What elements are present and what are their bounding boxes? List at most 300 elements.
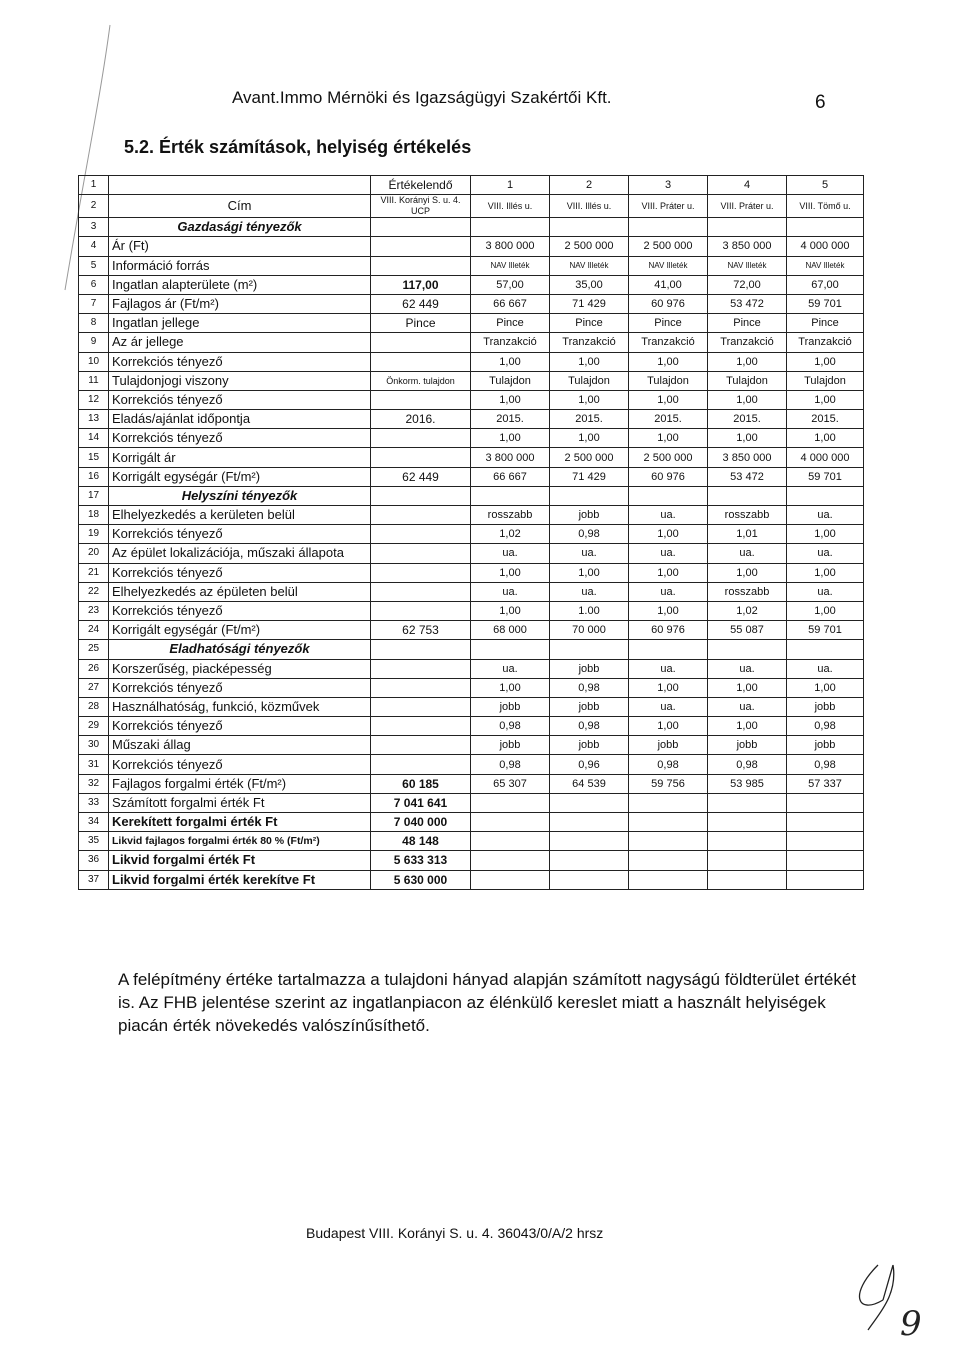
- comparable-value: 1,00: [629, 601, 708, 620]
- row-number: 14: [79, 429, 109, 448]
- subject-value: [371, 544, 471, 563]
- comparable-value: ua.: [629, 659, 708, 678]
- comparable-value: 59 701: [787, 467, 864, 486]
- row-label: Korszerűség, piacképesség: [109, 659, 371, 678]
- comparable-value: Pince: [629, 314, 708, 333]
- subject-value: 60 185: [371, 774, 471, 793]
- comparable-value: VIII. Illés u.: [471, 195, 550, 218]
- row-label: Korrekciós tényező: [109, 563, 371, 582]
- subject-value: [371, 640, 471, 659]
- comparable-value: ua.: [708, 659, 787, 678]
- comparable-value: [471, 486, 550, 505]
- comparable-value: Pince: [787, 314, 864, 333]
- subject-value: 62 753: [371, 621, 471, 640]
- comparable-value: jobb: [471, 697, 550, 716]
- subject-value: Értékelendő: [371, 176, 471, 195]
- table-row: [79, 218, 864, 237]
- comparable-value: 1,00: [629, 525, 708, 544]
- table-row: [79, 544, 864, 563]
- row-number: 37: [79, 870, 109, 889]
- comparable-value: [708, 832, 787, 851]
- comparable-value: [550, 851, 629, 870]
- comparable-value: [787, 813, 864, 832]
- comparable-value: Tranzakció: [471, 333, 550, 352]
- row-number: 36: [79, 851, 109, 870]
- comparable-value: Pince: [550, 314, 629, 333]
- row-number: 9: [79, 333, 109, 352]
- comparable-value: ua.: [787, 506, 864, 525]
- comparable-value: [708, 640, 787, 659]
- comparable-value: 0,96: [550, 755, 629, 774]
- table-row: [79, 275, 864, 294]
- comparable-value: 59 701: [787, 621, 864, 640]
- table-row: [79, 832, 864, 851]
- row-label: Korrekciós tényező: [109, 601, 371, 620]
- comparable-value: [787, 870, 864, 889]
- row-label: Helyszíni tényezők: [109, 486, 371, 505]
- table-row: [79, 601, 864, 620]
- comparable-value: 53 472: [708, 294, 787, 313]
- row-label: Kerekített forgalmi érték Ft: [109, 813, 371, 832]
- table-row: [79, 755, 864, 774]
- row-label: Ingatlan jellege: [109, 314, 371, 333]
- comparable-value: [471, 870, 550, 889]
- row-number: 30: [79, 736, 109, 755]
- comparable-value: 1,00: [550, 429, 629, 448]
- table-row: [79, 640, 864, 659]
- comparable-value: [550, 793, 629, 812]
- comparable-value: 1,00: [471, 429, 550, 448]
- comparable-value: 1,00: [629, 563, 708, 582]
- comparable-value: 1,00: [787, 525, 864, 544]
- row-number: 2: [79, 195, 109, 218]
- comparable-value: [629, 793, 708, 812]
- table-row: [79, 851, 864, 870]
- comparable-value: 1,00: [550, 563, 629, 582]
- comparable-value: 68 000: [471, 621, 550, 640]
- comparable-value: 0,98: [708, 755, 787, 774]
- row-number: 16: [79, 467, 109, 486]
- row-label: Gazdasági tényezők: [109, 218, 371, 237]
- comparable-value: 1,00: [787, 563, 864, 582]
- subject-value: 7 041 641: [371, 793, 471, 812]
- comparable-value: [629, 218, 708, 237]
- comparable-value: 0,98: [471, 717, 550, 736]
- comparable-value: 2 500 000: [629, 237, 708, 256]
- row-number: 29: [79, 717, 109, 736]
- row-label: Információ forrás: [109, 256, 371, 275]
- table-row: [79, 352, 864, 371]
- comparable-value: [787, 640, 864, 659]
- comparable-value: 1,02: [471, 525, 550, 544]
- comparable-value: 2 500 000: [550, 448, 629, 467]
- row-number: 35: [79, 832, 109, 851]
- comparable-value: 64 539: [550, 774, 629, 793]
- comparable-value: 65 307: [471, 774, 550, 793]
- comparable-value: 1,00: [787, 429, 864, 448]
- comparable-value: ua.: [471, 659, 550, 678]
- comparable-value: jobb: [708, 736, 787, 755]
- valuation-table: [78, 175, 864, 890]
- row-number: 4: [79, 237, 109, 256]
- subject-value: [371, 218, 471, 237]
- comparable-value: 1,00: [550, 390, 629, 409]
- table-row: [79, 793, 864, 812]
- comparable-value: Tranzakció: [708, 333, 787, 352]
- comparable-value: rosszabb: [708, 506, 787, 525]
- row-number: 22: [79, 582, 109, 601]
- row-label: Ár (Ft): [109, 237, 371, 256]
- comparable-value: 1,00: [629, 717, 708, 736]
- row-label: Elhelyezkedés a kerületen belül: [109, 506, 371, 525]
- row-label: Korrekciós tényező: [109, 525, 371, 544]
- row-label: Likvid forgalmi érték kerekítve Ft: [109, 870, 371, 889]
- table-row: [79, 314, 864, 333]
- comparable-value: 2 500 000: [629, 448, 708, 467]
- comparable-value: 0,98: [550, 678, 629, 697]
- row-number: 25: [79, 640, 109, 659]
- comparable-value: Pince: [471, 314, 550, 333]
- comparable-value: ua.: [629, 697, 708, 716]
- subject-value: [371, 352, 471, 371]
- comparable-value: VIII. Práter u.: [708, 195, 787, 218]
- comparable-value: [787, 793, 864, 812]
- table-row: [79, 467, 864, 486]
- comparable-value: 4: [708, 176, 787, 195]
- subject-value: 5 630 000: [371, 870, 471, 889]
- comparable-value: 2015.: [550, 410, 629, 429]
- comparable-value: 0,98: [550, 717, 629, 736]
- comparable-value: 1,00: [471, 678, 550, 697]
- row-number: 19: [79, 525, 109, 544]
- subject-value: Pince: [371, 314, 471, 333]
- comparable-value: ua.: [550, 582, 629, 601]
- row-label: Az épület lokalizációja, műszaki állapota: [109, 544, 371, 563]
- comparable-value: [708, 870, 787, 889]
- row-label: Ingatlan alapterülete (m²): [109, 275, 371, 294]
- comparable-value: 3 800 000: [471, 237, 550, 256]
- company-name: Avant.Immo Mérnöki és Igazságügyi Szakértői Kft.: [232, 88, 612, 107]
- table-row: [79, 717, 864, 736]
- row-number: 18: [79, 506, 109, 525]
- comparable-value: 0,98: [550, 525, 629, 544]
- comparable-value: 41,00: [629, 275, 708, 294]
- comparable-value: ua.: [787, 582, 864, 601]
- comparable-value: 2: [550, 176, 629, 195]
- row-label: Korrigált egységár (Ft/m²): [109, 621, 371, 640]
- comparable-value: 1,00: [708, 563, 787, 582]
- row-label: Korrekciós tényező: [109, 678, 371, 697]
- table-row: [79, 525, 864, 544]
- row-label: Műszaki állag: [109, 736, 371, 755]
- subject-value: 62 449: [371, 467, 471, 486]
- comparable-value: 1,00: [629, 390, 708, 409]
- comparable-value: 53 472: [708, 467, 787, 486]
- comparable-value: ua.: [471, 544, 550, 563]
- comparable-value: 70 000: [550, 621, 629, 640]
- comparable-value: 1,00: [471, 601, 550, 620]
- subject-value: [371, 697, 471, 716]
- row-number: 26: [79, 659, 109, 678]
- comparable-value: Tulajdon: [550, 371, 629, 390]
- subject-value: [371, 678, 471, 697]
- comparable-value: NAV Illeték: [550, 256, 629, 275]
- table-row: [79, 736, 864, 755]
- comparable-value: 1,00: [708, 717, 787, 736]
- comparable-value: rosszabb: [708, 582, 787, 601]
- comparable-value: 55 087: [708, 621, 787, 640]
- comparable-value: 1,00: [787, 678, 864, 697]
- comparable-value: [550, 832, 629, 851]
- subject-value: [371, 736, 471, 755]
- row-label: Korrigált egységár (Ft/m²): [109, 467, 371, 486]
- subject-value: [371, 717, 471, 736]
- row-number: 32: [79, 774, 109, 793]
- comparable-value: 60 976: [629, 621, 708, 640]
- comparable-value: 0,98: [787, 717, 864, 736]
- comparable-value: 1,01: [708, 525, 787, 544]
- subject-value: 48 148: [371, 832, 471, 851]
- note-paragraph: A felépítmény értéke tartalmazza a tulajdoni hányad alapján számított nagyságú földterület értékét is. Az FHB jelentése szerint az ingatlanpiacon az élénkülő kereslet miatt a használt helyiségek piacán érték növekedés valószínűsíthető.: [118, 970, 857, 1035]
- comparable-value: [787, 832, 864, 851]
- subject-value: [371, 563, 471, 582]
- comparable-value: [629, 486, 708, 505]
- subject-value: 62 449: [371, 294, 471, 313]
- section-title: 5.2. Érték számítások, helyiség értékelés: [124, 137, 472, 157]
- comparable-value: 67,00: [787, 275, 864, 294]
- comparable-value: 66 667: [471, 294, 550, 313]
- comparable-value: [629, 851, 708, 870]
- comparable-value: [471, 640, 550, 659]
- row-number: 12: [79, 390, 109, 409]
- comparable-value: Pince: [708, 314, 787, 333]
- subject-value: [371, 429, 471, 448]
- comparable-value: Tulajdon: [708, 371, 787, 390]
- row-label: Elhelyezkedés az épületen belül: [109, 582, 371, 601]
- comparable-value: VIII. Illés u.: [550, 195, 629, 218]
- comparable-value: [629, 832, 708, 851]
- subject-value: [371, 659, 471, 678]
- table-row: [79, 294, 864, 313]
- table-row: [79, 256, 864, 275]
- comparable-value: 1,00: [787, 352, 864, 371]
- comparable-value: 71 429: [550, 467, 629, 486]
- subject-value: [371, 333, 471, 352]
- subject-value: 5 633 313: [371, 851, 471, 870]
- table-row: [79, 429, 864, 448]
- table-row: [79, 659, 864, 678]
- row-label: Korrekciós tényező: [109, 352, 371, 371]
- comparable-value: 57,00: [471, 275, 550, 294]
- comparable-value: Tulajdon: [787, 371, 864, 390]
- table-row: [79, 582, 864, 601]
- comparable-value: 59 701: [787, 294, 864, 313]
- comparable-value: ua.: [629, 582, 708, 601]
- table-row: [79, 563, 864, 582]
- comparable-value: 1: [471, 176, 550, 195]
- comparable-value: jobb: [629, 736, 708, 755]
- comparable-value: 66 667: [471, 467, 550, 486]
- footer-address: Budapest VIII. Korányi S. u. 4. 36043/0/A/2 hrsz: [306, 1225, 604, 1241]
- comparable-value: [787, 218, 864, 237]
- comparable-value: [550, 813, 629, 832]
- subject-value: Önkorm. tulajdon: [371, 371, 471, 390]
- subject-value: [371, 525, 471, 544]
- comparable-value: [708, 851, 787, 870]
- comparable-value: jobb: [471, 736, 550, 755]
- comparable-value: 57 337: [787, 774, 864, 793]
- row-label: Számított forgalmi érték Ft: [109, 793, 371, 812]
- row-label: Likvid fajlagos forgalmi érték 80 % (Ft/m²): [109, 832, 371, 851]
- row-number: 5: [79, 256, 109, 275]
- comparable-value: 1,00: [708, 390, 787, 409]
- row-label: Likvid forgalmi érték Ft: [109, 851, 371, 870]
- row-number: 10: [79, 352, 109, 371]
- comparable-value: [708, 793, 787, 812]
- comparable-value: ua.: [550, 544, 629, 563]
- subject-value: 117,00: [371, 275, 471, 294]
- comparable-value: jobb: [550, 736, 629, 755]
- table-row: [79, 486, 864, 505]
- comparable-value: Tranzakció: [629, 333, 708, 352]
- comparable-value: 2 500 000: [550, 237, 629, 256]
- comparable-value: 3 850 000: [708, 237, 787, 256]
- comparable-value: 1,00: [471, 352, 550, 371]
- subject-value: [371, 755, 471, 774]
- table-row: [79, 176, 864, 195]
- subject-value: [371, 601, 471, 620]
- comparable-value: [629, 640, 708, 659]
- comparable-value: 3 850 000: [708, 448, 787, 467]
- comparable-value: 1,00: [471, 390, 550, 409]
- comparable-value: NAV Illeték: [708, 256, 787, 275]
- comparable-value: 1.00: [550, 601, 629, 620]
- subject-value: [371, 582, 471, 601]
- row-number: 17: [79, 486, 109, 505]
- row-label: Korrigált ár: [109, 448, 371, 467]
- comparable-value: jobb: [550, 506, 629, 525]
- row-number: 8: [79, 314, 109, 333]
- table-row: [79, 333, 864, 352]
- subject-value: [371, 448, 471, 467]
- comparable-value: NAV Illeték: [471, 256, 550, 275]
- subject-value: [371, 486, 471, 505]
- row-label: Korrekciós tényező: [109, 717, 371, 736]
- comparable-value: jobb: [550, 659, 629, 678]
- comparable-value: ua.: [708, 697, 787, 716]
- comparable-value: [708, 218, 787, 237]
- comparable-value: 1,00: [787, 390, 864, 409]
- comparable-value: [550, 486, 629, 505]
- comparable-value: [708, 486, 787, 505]
- table-row: [79, 390, 864, 409]
- comparable-value: ua.: [471, 582, 550, 601]
- row-label: Korrekciós tényező: [109, 429, 371, 448]
- comparable-value: 1,00: [629, 352, 708, 371]
- comparable-value: 5: [787, 176, 864, 195]
- comparable-value: 3: [629, 176, 708, 195]
- comparable-value: 60 976: [629, 467, 708, 486]
- subject-value: VIII. Korányi S. u. 4. UCP: [371, 195, 471, 218]
- comparable-value: ua.: [629, 506, 708, 525]
- subject-value: [371, 237, 471, 256]
- page-number: 6: [815, 92, 826, 113]
- comparable-value: Tulajdon: [629, 371, 708, 390]
- row-label: Korrekciós tényező: [109, 390, 371, 409]
- comparable-value: [471, 851, 550, 870]
- row-label: Használhatóság, funkció, közművek: [109, 697, 371, 716]
- comparable-value: 2015.: [787, 410, 864, 429]
- comparable-value: [787, 851, 864, 870]
- comparable-value: 4 000 000: [787, 448, 864, 467]
- table-row: [79, 448, 864, 467]
- comparable-value: 2015.: [708, 410, 787, 429]
- row-number: 31: [79, 755, 109, 774]
- comparable-value: [629, 813, 708, 832]
- comparable-value: 1,02: [708, 601, 787, 620]
- comparable-value: [471, 813, 550, 832]
- comparable-value: ua.: [787, 544, 864, 563]
- signature-mark: [838, 1255, 938, 1345]
- row-label: Fajlagos forgalmi érték (Ft/m²): [109, 774, 371, 793]
- comparable-value: 35,00: [550, 275, 629, 294]
- comparable-value: Tranzakció: [787, 333, 864, 352]
- row-number: 23: [79, 601, 109, 620]
- comparable-value: 2015.: [471, 410, 550, 429]
- row-number: 21: [79, 563, 109, 582]
- comparable-value: 1,00: [629, 429, 708, 448]
- table-row: [79, 870, 864, 889]
- comparable-value: [471, 832, 550, 851]
- comparable-value: NAV Illeték: [629, 256, 708, 275]
- comparable-value: 1,00: [787, 601, 864, 620]
- table-row: [79, 371, 864, 390]
- subject-value: 7 040 000: [371, 813, 471, 832]
- row-label: Fajlagos ár (Ft/m²): [109, 294, 371, 313]
- comparable-value: rosszabb: [471, 506, 550, 525]
- comparable-value: [550, 218, 629, 237]
- row-label: Cím: [109, 195, 371, 218]
- row-number: 1: [79, 176, 109, 195]
- row-label: Korrekciós tényező: [109, 755, 371, 774]
- comparable-value: 72,00: [708, 275, 787, 294]
- comparable-value: jobb: [550, 697, 629, 716]
- comparable-value: 71 429: [550, 294, 629, 313]
- comparable-value: [550, 870, 629, 889]
- comparable-value: 59 756: [629, 774, 708, 793]
- comparable-value: [550, 640, 629, 659]
- row-number: 20: [79, 544, 109, 563]
- comparable-value: 1,00: [629, 678, 708, 697]
- row-label: Eladhatósági tényezők: [109, 640, 371, 659]
- comparable-value: VIII. Tömő u.: [787, 195, 864, 218]
- row-number: 15: [79, 448, 109, 467]
- table-row: [79, 506, 864, 525]
- table-row: [79, 774, 864, 793]
- row-number: 27: [79, 678, 109, 697]
- comparable-value: ua.: [629, 544, 708, 563]
- subject-value: [371, 390, 471, 409]
- row-number: 3: [79, 218, 109, 237]
- comparable-value: 1,00: [471, 563, 550, 582]
- row-number: 7: [79, 294, 109, 313]
- comparable-value: ua.: [787, 659, 864, 678]
- comparable-value: 0,98: [787, 755, 864, 774]
- comparable-value: [629, 870, 708, 889]
- comparable-value: Tulajdon: [471, 371, 550, 390]
- comparable-value: NAV Illeték: [787, 256, 864, 275]
- comparable-value: jobb: [787, 697, 864, 716]
